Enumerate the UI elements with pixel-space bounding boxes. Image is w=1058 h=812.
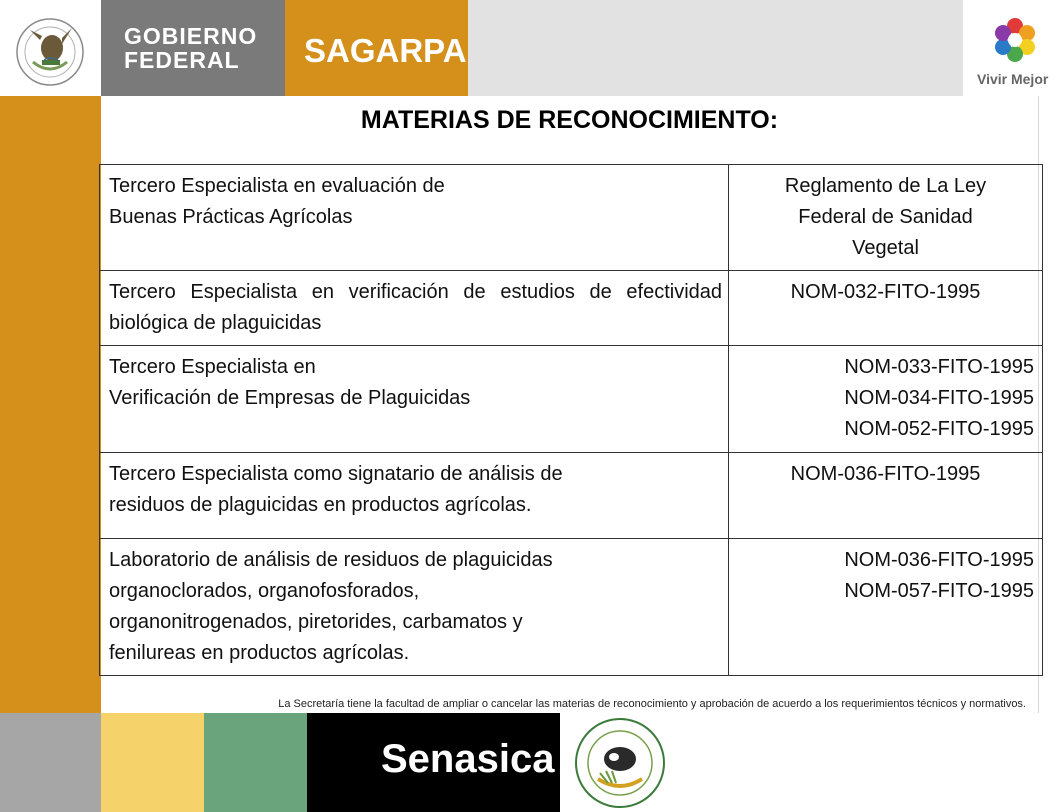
materias-table: [99, 164, 1043, 676]
left-orange-bar: [0, 96, 101, 713]
norma-cell: [729, 539, 1043, 676]
gobierno-line: GOBIERNO: [124, 23, 258, 49]
materia-cell: [100, 271, 729, 346]
materia-line: Verificación de Empresas de Plaguicidas: [109, 387, 471, 409]
senasica-logo: Senasica: [381, 737, 555, 781]
norma-line: NOM-032-FITO-1995: [790, 281, 981, 303]
materia-line: organoclorados, organofosforados,: [109, 580, 420, 602]
materia-cell: [100, 539, 729, 676]
header-band: [0, 0, 1058, 96]
norma-line: NOM-057-FITO-1995: [844, 580, 1034, 602]
page-title: MATERIAS DE RECONOCIMIENTO:: [360, 106, 779, 134]
table-row: [100, 165, 1043, 271]
vivir-mejor-label: Vivir Mejor: [977, 71, 1049, 87]
materia-line: Tercero Especialista en: [109, 356, 316, 378]
materia-line: Buenas Prácticas Agrícolas: [109, 206, 353, 228]
table-row: [100, 271, 1043, 346]
norma-cell: [729, 271, 1043, 346]
materia-line: residuos de plaguicidas en productos agrícolas.: [109, 494, 532, 516]
materia-cell: [100, 346, 729, 453]
footer-yellow-block: [101, 713, 204, 812]
footer-white-block: [560, 713, 1058, 812]
norma-line: NOM-034-FITO-1995: [844, 387, 1034, 409]
gobierno-federal-logo: [124, 24, 257, 72]
materia-line: Tercero Especialista como signatario de análisis de: [109, 463, 563, 485]
norma-line: NOM-033-FITO-1995: [844, 356, 1034, 378]
senasica-emblem-icon: [568, 713, 678, 812]
norma-cell: [729, 165, 1043, 271]
norma-cell: [729, 346, 1043, 453]
norma-line: NOM-036-FITO-1995: [790, 463, 981, 485]
norma-cell: [729, 453, 1043, 539]
materia-line: Laboratorio de análisis de residuos de plaguicidas: [109, 549, 553, 571]
table-row: [100, 453, 1043, 539]
header-gray-block: [468, 0, 963, 96]
national-eagle-seal-icon: [0, 0, 101, 96]
materia-cell: [100, 165, 729, 271]
materia-text: Tercero Especialista en verificación de estudios de efectividad biológica de plaguicidas: [109, 281, 723, 334]
materia-cell: [100, 453, 729, 539]
materia-line: organonitrogenados, piretorides, carbamatos y: [109, 611, 523, 633]
norma-line: NOM-036-FITO-1995: [844, 549, 1034, 571]
sagarpa-logo: SAGARPA: [304, 32, 467, 69]
vivir-mejor-flower-icon: [963, 0, 1058, 70]
norma-line: Federal de Sanidad: [798, 206, 973, 228]
footer-gray-block: [0, 713, 101, 812]
table-row: [100, 346, 1043, 453]
materia-line: fenilureas en productos agrícolas.: [109, 642, 410, 664]
materia-line: Tercero Especialista en evaluación de: [109, 175, 445, 197]
footer-green-block: [204, 713, 307, 812]
federal-line: FEDERAL: [124, 47, 240, 73]
norma-line: Vegetal: [852, 237, 919, 259]
norma-line: NOM-052-FITO-1995: [844, 418, 1034, 440]
norma-line: Reglamento de La Ley: [784, 175, 987, 197]
footnote: La Secretaría tiene la facultad de ampliar o cancelar las materias de reconocimiento y aprobación de acuerdo a los requerimientos técnicos y normativos.: [278, 698, 1026, 710]
table-row: [100, 539, 1043, 676]
national-seal-area: [0, 0, 101, 96]
